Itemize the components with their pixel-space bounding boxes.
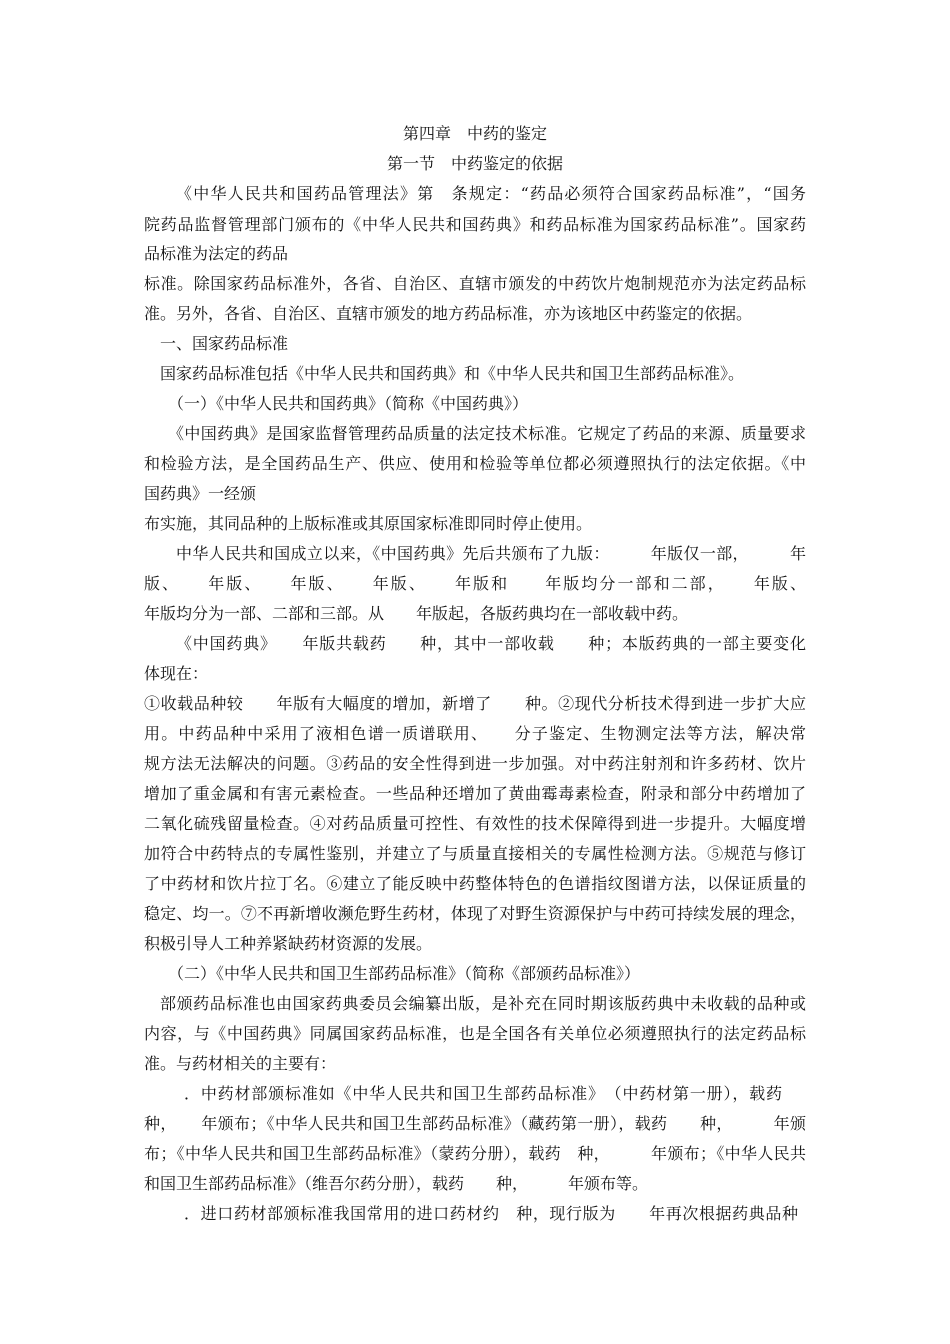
paragraph-line: 标准。除国家药品标准外，各省、自治区、直辖市颁发的中药饮片炮制规范亦为法定药品标 xyxy=(144,274,806,293)
paragraph-line: ．进口药材部颁标准我国常用的进口药材约 种，现行版为 年再次根据药典品种 xyxy=(184,1204,798,1223)
paragraph-line: 内容，与《中国药典》同属国家药品标准，也是全国各有关单位必须遵照执行的法定药品标 xyxy=(144,1024,806,1043)
paragraph-line: 规方法无法解决的问题。③药品的安全性得到进一步加强。对中药注射剂和许多药材、饮片 xyxy=(144,754,806,773)
paragraph-line: 版、 年版、 年版、 年版、 年版和 年版均分一部和二部， 年版、 xyxy=(144,574,806,593)
paragraph-line: 和国卫生部药品标准》（维吾尔药分册），载药 种， 年颁布等。 xyxy=(144,1174,649,1193)
paragraph-line: 品标准为法定的药品 xyxy=(144,244,289,263)
chapter-title: 第四章 中药的鉴定 xyxy=(402,124,547,143)
paragraph-line: 加符合中药特点的专属性鉴别，并建立了与质量直接相关的专属性检测方法。⑤规范与修订 xyxy=(144,844,806,863)
paragraph-line: 增加了重金属和有害元素检查。一些品种还增加了黄曲霉毒素检查，附录和部分中药增加了 xyxy=(144,784,806,803)
paragraph-line: 准。另外，各省、自治区、直辖市颁发的地方药品标准，亦为该地区中药鉴定的依据。 xyxy=(144,304,753,323)
paragraph-line: 体现在： xyxy=(144,664,209,683)
paragraph-line: 二氧化硫残留量检查。④对药品质量可控性、有效性的技术保障得到进一步提升。大幅度增 xyxy=(144,814,806,833)
paragraph-line: 年版均分为一部、二部和三部。从 年版起，各版药典均在一部收载中药。 xyxy=(144,604,689,623)
paragraph-line: 准。与药材相关的主要有： xyxy=(144,1054,337,1073)
paragraph-line: 国家药品标准包括《中华人民共和国药典》和《中华人民共和国卫生部药品标准》。 xyxy=(160,364,745,383)
paragraph-line: 了中药材和饮片拉丁名。⑥建立了能反映中药整体特色的色谱指纹图谱方法，以保证质量的 xyxy=(144,874,806,893)
paragraph-line: 布；《中华人民共和国卫生部药品标准》（蒙药分册），载药 种， 年颁布；《中华人民共 xyxy=(144,1144,806,1163)
paragraph-line: 布实施，其同品种的上版标准或其原国家标准即同时停止使用。 xyxy=(144,514,593,533)
heading-pharmacopoeia: （一）《中华人民共和国药典》（简称《中国药典》） xyxy=(168,394,529,413)
paragraph-line: 院药品监督管理部门颁布的《中华人民共和国药典》和药品标准为国家药品标准”。国家药 xyxy=(144,215,806,234)
paragraph-line: 《中国药典》是国家监督管理药品质量的法定技术标准。它规定了药品的来源、质量要求 xyxy=(168,424,806,443)
paragraph-line: 中华人民共和国成立以来，《中国药典》先后共颁布了九版： 年版仅一部， 年 xyxy=(176,544,806,563)
paragraph-line: 部颁药品标准也由国家药典委员会编纂出版，是补充在同时期该版药典中未收载的品种或 xyxy=(160,994,806,1013)
paragraph-line: 《中国药典》 年版共载药 种，其中一部收载 种；本版药典的一部主要变化 xyxy=(176,634,806,653)
paragraph-line: 种， 年颁布；《中华人民共和国卫生部药品标准》（藏药第一册），载药 种， 年颁 xyxy=(144,1114,806,1133)
paragraph-line: 用。中药品种中采用了液相色谱一质谱联用、 分子鉴定、生物测定法等方法，解决常 xyxy=(144,724,806,743)
paragraph-line: 国药典》一经颁 xyxy=(144,484,257,503)
paragraph-line: 稳定、均一。⑦不再新增收濒危野生药材，体现了对野生资源保护与中药可持续发展的理念， xyxy=(144,904,806,923)
heading-national-standards: 一、国家药品标准 xyxy=(160,334,289,353)
section-title: 第一节 中药鉴定的依据 xyxy=(386,154,563,173)
paragraph-line: ①收载品种较 年版有大幅度的增加，新增了 种。②现代分析技术得到进一步扩大应 xyxy=(144,694,806,713)
paragraph-line: ．中药材部颁标准如《中华人民共和国卫生部药品标准》 （中药材第一册），载药 xyxy=(184,1084,782,1103)
paragraph-line: 积极引导人工种养紧缺药材资源的发展。 xyxy=(144,934,433,953)
paragraph-line: 和检验方法，是全国药品生产、供应、使用和检验等单位都必须遵照执行的法定依据。《中 xyxy=(144,454,806,473)
paragraph-line: 《中华人民共和国药品管理法》第 条规定：“药品必须符合国家药品标准”，“国务 xyxy=(176,184,806,203)
heading-ministry-standards: （二）《中华人民共和国卫生部药品标准》（简称《部颁药品标准》） xyxy=(168,964,641,983)
